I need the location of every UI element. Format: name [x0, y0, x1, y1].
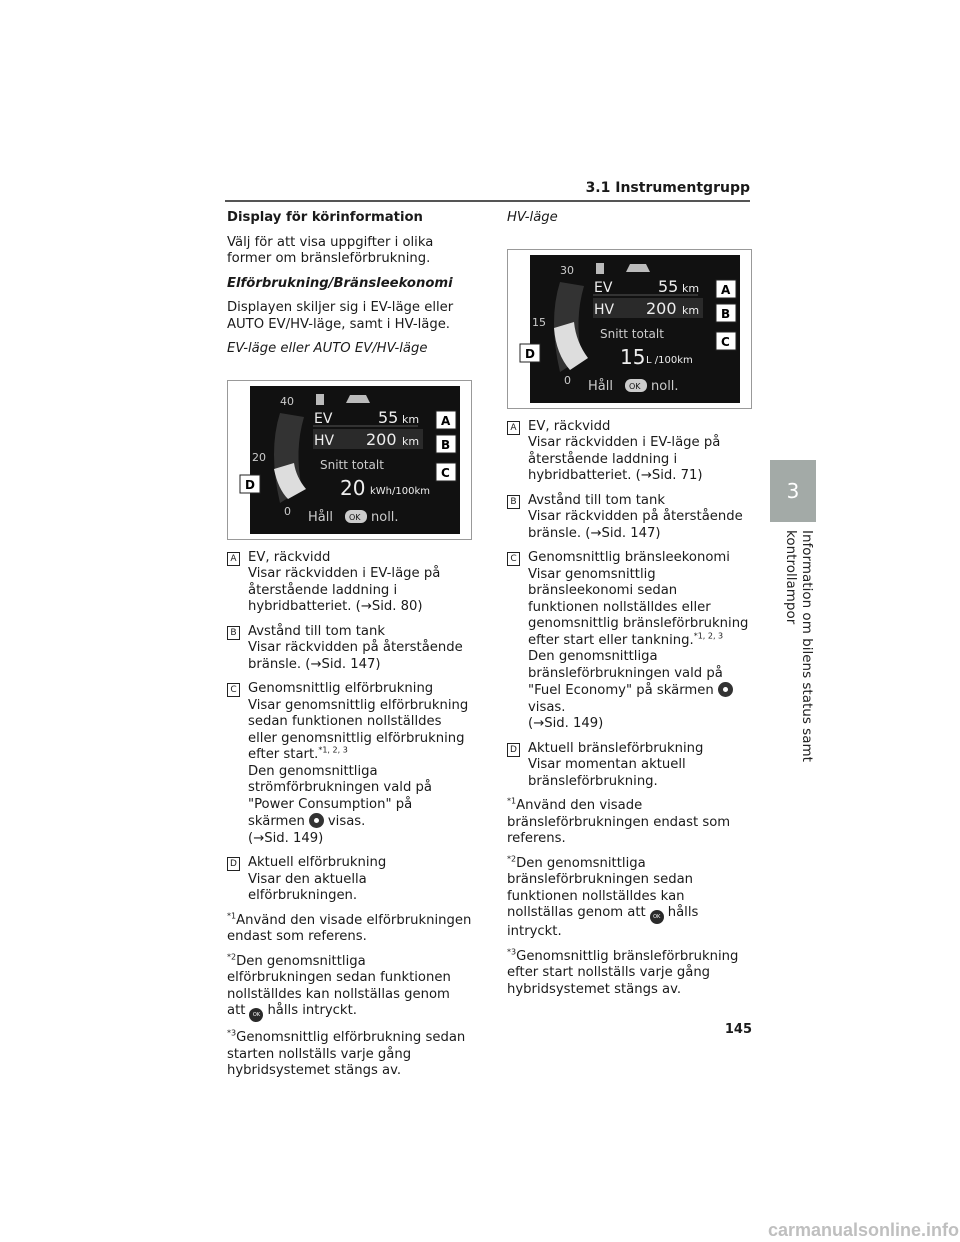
svg-text:A: A	[721, 282, 731, 297]
item-text-3: visas.	[327, 814, 366, 829]
avg-value: 20	[340, 475, 366, 500]
ev-unit: km	[402, 412, 420, 426]
item-text-4: (→Sid. 149)	[528, 716, 604, 731]
hv-unit: km	[402, 434, 420, 448]
footnote-3: $^{*3}$Genomsnittlig bränsleförbrukning efter start nollställs varje gång hybridsystemet stängs av.	[507, 947, 739, 997]
hv-label: HV	[314, 432, 335, 449]
section-title: 3.1 Instrumentgrupp	[585, 180, 750, 196]
item-d	[507, 741, 752, 791]
tick-15: 15	[532, 315, 546, 329]
right-column	[507, 210, 752, 1006]
item-title: Aktuell bränsleförbrukning	[528, 740, 704, 756]
item-text: Visar genomsnittlig elförbrukning sedan funktionen nollställdes eller genomsnittlig elförbrukning efter start.	[248, 697, 469, 762]
ok-icon: OK	[249, 1008, 263, 1022]
item-text: Visar räckvidden i EV-läge på återstående laddning i hybridbatteriet. (→Sid. 71)	[528, 435, 721, 483]
ev-value: 55	[378, 407, 399, 427]
item-title: Avstånd till tom tank	[248, 623, 385, 639]
chapter-tab: 3	[770, 460, 816, 522]
reset-text: noll.	[371, 509, 399, 525]
car-icon	[346, 395, 370, 403]
ok-icon: OK	[650, 910, 664, 924]
mode-caption-ev: EV-läge eller AUTO EV/HV-läge	[227, 341, 428, 356]
footnote-1: $^{*1}$Använd den visade bränsleförbrukningen endast som referens.	[507, 796, 731, 846]
footnote-3: $^{*3}$Genomsnittlig elförbrukning sedan starten nollställs varje gång hybridsystemet stängs av.	[227, 1028, 466, 1078]
hv-unit: km	[682, 303, 700, 317]
svg-text:D: D	[525, 346, 535, 361]
badge-b: B	[227, 626, 240, 640]
hv-value: 200	[646, 298, 677, 318]
mode-caption-hv: HV-läge	[507, 210, 558, 225]
ev-display-svg	[228, 381, 471, 539]
subheading: Elförbrukning/Bränsleekonomi	[227, 275, 453, 291]
svg-text:B: B	[441, 437, 451, 452]
badge-c: C	[507, 552, 520, 566]
page-number: 145	[724, 1022, 752, 1037]
avg-label: Snitt totalt	[600, 326, 664, 341]
tick-20: 20	[252, 450, 266, 464]
badge-a: A	[227, 552, 240, 566]
badge-a: A	[507, 421, 520, 435]
item-text: Visar räckvidden i EV-läge på återstående laddning i hybridbatteriet. (→Sid. 80)	[248, 566, 441, 614]
item-c	[507, 550, 752, 733]
item-title: Genomsnittlig elförbrukning	[248, 681, 434, 696]
hold-text: Håll	[588, 378, 613, 394]
ok-text: OK	[349, 512, 361, 522]
item-a	[227, 550, 472, 616]
reset-text: noll.	[651, 378, 679, 394]
avg-unit: kWh/100km	[370, 485, 431, 497]
item-title: Avstånd till tom tank	[528, 492, 665, 508]
left-column	[227, 210, 472, 1088]
hv-value: 200	[366, 429, 397, 449]
svg-text:D: D	[245, 477, 255, 492]
avg-unit: L /100km	[646, 354, 693, 366]
ev-label: EV	[594, 279, 613, 296]
footnote-marks: *1, 2, 3	[318, 745, 348, 755]
item-text: Visar räckvidden på återstående bränsle. (→Sid. 147)	[528, 509, 743, 541]
item-d	[227, 855, 472, 905]
ev-display-illustration	[227, 380, 472, 540]
fuel-pump-icon	[596, 263, 604, 274]
svg-text:A: A	[441, 413, 451, 428]
tick-40: 40	[280, 394, 294, 408]
ev-value: 55	[658, 276, 679, 296]
fuel-pump-icon	[316, 394, 324, 405]
item-text: Visar den aktuella elförbrukningen.	[248, 871, 367, 903]
item-c	[227, 681, 472, 847]
badge-d: D	[227, 857, 240, 871]
footnote-2: $^{*2}$Den genomsnittliga elförbrukningen sedan funktionen nollställdes kan nollställas genom att OK hålls intryckt.	[227, 954, 472, 1023]
item-text-3: visas.	[528, 699, 566, 715]
item-text: Visar räckvidden på återstående bränsle. (→Sid. 147)	[248, 640, 463, 672]
ev-label: EV	[314, 410, 333, 427]
item-b	[227, 624, 472, 674]
item-title: Aktuell elförbrukning	[248, 855, 387, 870]
item-a	[507, 419, 752, 485]
ok-text: OK	[629, 381, 641, 391]
item-text: Visar momentan aktuell bränsleförbrukning.	[528, 757, 686, 789]
footnote-2: $^{*2}$Den genomsnittliga bränsleförbrukningen sedan funktionen nollställdes kan nollställas genom att OK hålls intryckt.	[507, 854, 699, 939]
item-title: EV, räckvidd	[248, 549, 331, 565]
avg-label: Snitt totalt	[320, 457, 384, 472]
item-title: EV, räckvidd	[528, 418, 611, 434]
item-b	[507, 493, 752, 543]
item-title: Genomsnittlig bränsleekonomi	[528, 550, 730, 565]
description-text: Displayen skiljer sig i EV-läge eller AUTO EV/HV-läge, samt i HV-läge.	[227, 300, 454, 332]
footnote-marks: *1, 2, 3	[693, 631, 724, 641]
tick-0: 0	[284, 504, 291, 518]
car-icon	[626, 264, 650, 272]
hold-text: Håll	[308, 509, 333, 525]
gear-icon	[718, 682, 733, 697]
section-heading: Display för körinformation	[227, 210, 423, 225]
item-text-4: (→Sid. 149)	[248, 830, 324, 846]
item-text-2: Den genomsnittliga bränsleförbrukningen vald på "Fuel Economy" på skärmen	[528, 649, 723, 698]
badge-b: B	[507, 495, 520, 509]
badge-d: D	[507, 743, 520, 757]
gear-icon	[309, 813, 324, 828]
tick-30: 30	[560, 263, 574, 277]
ev-unit: km	[682, 281, 700, 295]
chapter-title: Information om bilens status samt kontrollampor	[783, 530, 815, 762]
svg-text:C: C	[721, 334, 730, 349]
tick-0: 0	[564, 373, 571, 387]
avg-value: 15	[620, 344, 646, 369]
svg-text:B: B	[721, 306, 731, 321]
item-text-2: Den genomsnittliga strömförbrukningen vald på "Power Consumption" på skärmen	[248, 763, 432, 829]
intro-text: Välj för att visa uppgifter i olika former om bränsleförbrukning.	[227, 234, 434, 266]
hv-display-illustration	[507, 249, 752, 409]
hv-display-svg	[508, 250, 751, 408]
svg-text:C: C	[441, 465, 450, 480]
badge-c: C	[227, 683, 240, 697]
item-text: Visar genomsnittlig bränsleekonomi sedan funktionen nollställdes eller genomsnittlig bränsleförbrukning efter start eller tankning.	[528, 566, 749, 648]
footnote-1: $^{*1}$Använd den visade elförbrukningen endast som referens.	[227, 911, 472, 944]
page-header	[225, 180, 750, 202]
hv-label: HV	[594, 301, 615, 318]
watermark: carmanualsonline.info	[767, 1220, 959, 1240]
